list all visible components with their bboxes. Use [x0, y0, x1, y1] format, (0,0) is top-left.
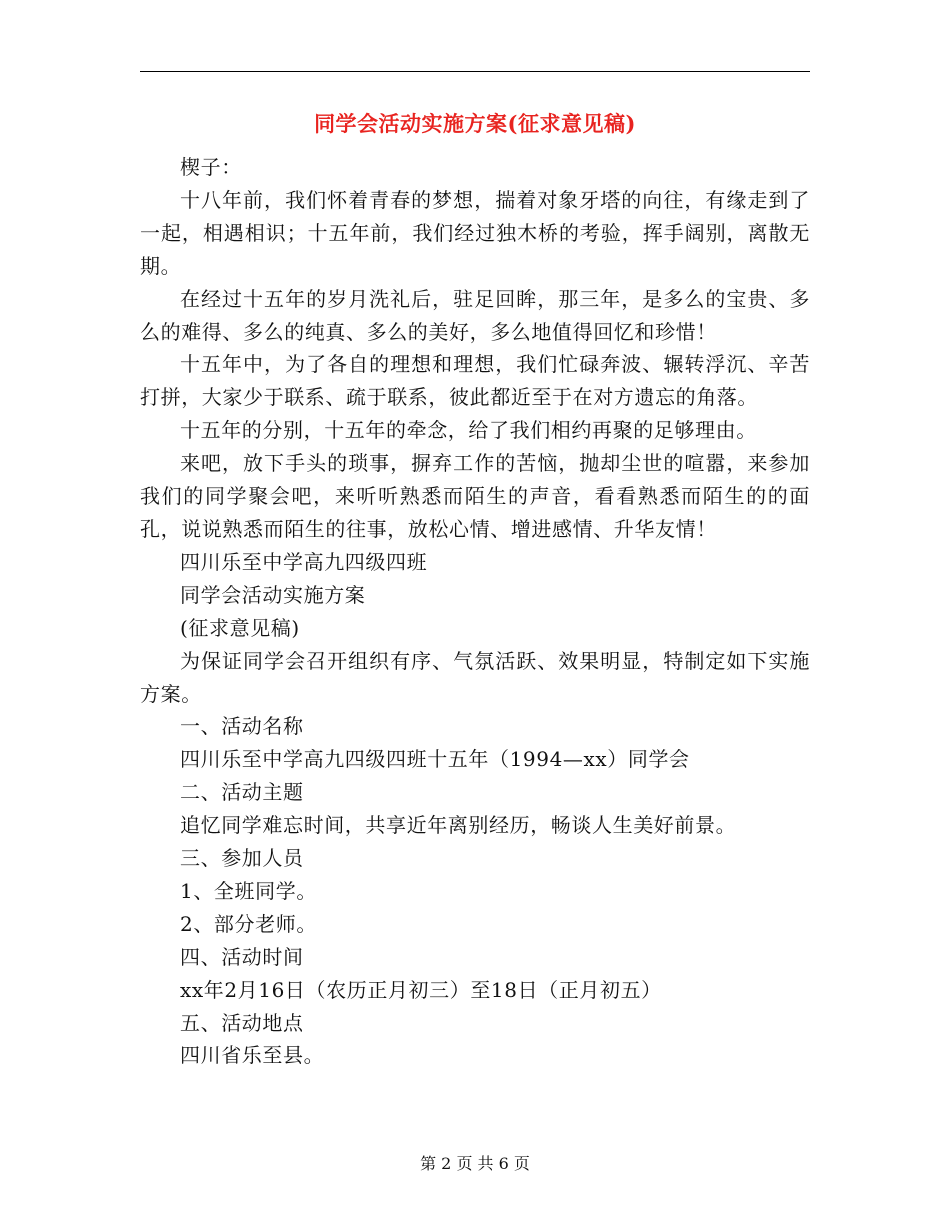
list-item: 2、部分老师。 [180, 911, 317, 936]
section-heading: 三、参加人员 [180, 846, 304, 871]
section-content: xx年2月16日（农历正月初三）至18日（正月初五） [180, 977, 662, 1002]
section-content: 四川省乐至县。 [180, 1043, 325, 1068]
document-body [140, 151, 810, 1072]
class-name-line: 四川乐至中学高九四级四班 [180, 549, 428, 574]
draft-note-line: (征求意见稿) [180, 615, 300, 640]
section-heading: 五、活动地点 [180, 1010, 304, 1035]
paragraph-prologue-label: 楔子： [180, 155, 242, 179]
section-content: 追忆同学难忘时间，共享近年离别经历，畅谈人生美好前景。 [180, 813, 737, 838]
section-heading: 二、活动主题 [180, 780, 304, 805]
paragraph: 十八年前，我们怀着青春的梦想，揣着对象牙塔的向往，有缘走到了一起，相遇相识；十五年前，我们经过独木桥的考验，挥手阔别，离散无期。 [140, 187, 810, 278]
header-rule [140, 71, 810, 72]
paragraph: 来吧，放下手头的琐事，摒弃工作的苦恼，抛却尘世的喧嚣，来参加我们的同学聚会吧，来听听熟悉而陌生的声音，看看熟悉而陌生的的面孔，说说熟悉而陌生的往事，放松心情、增进感情、升华友情！ [140, 451, 810, 541]
section-heading: 一、活动名称 [180, 714, 304, 739]
plan-title-line: 同学会活动实施方案 [180, 582, 366, 607]
page-number-footer: 第 2 页 共 6 页 [420, 1154, 530, 1173]
section-heading: 四、活动时间 [180, 944, 304, 969]
paragraph: 为保证同学会召开组织有序、气氛活跃、效果明显，特制定如下实施方案。 [140, 648, 810, 706]
paragraph: 十五年的分别，十五年的牵念，给了我们相约再聚的足够理由。 [180, 418, 757, 443]
section-content: 四川乐至中学高九四级四班十五年（1994—xx）同学会 [180, 747, 690, 772]
list-item: 1、全班同学。 [180, 878, 317, 903]
paragraph: 十五年中，为了各自的理想和理想，我们忙碌奔波、辗转浮沉、辛苦打拼，大家少于联系、疏于联系，彼此都近至于在对方遗忘的角落。 [140, 352, 810, 410]
paragraph: 在经过十五年的岁月洗礼后，驻足回眸，那三年，是多么的宝贵、多么的难得、多么的纯真、多么的美好，多么地值得回忆和珍惜！ [140, 286, 810, 344]
document-title: 同学会活动实施方案(征求意见稿) [314, 111, 636, 136]
